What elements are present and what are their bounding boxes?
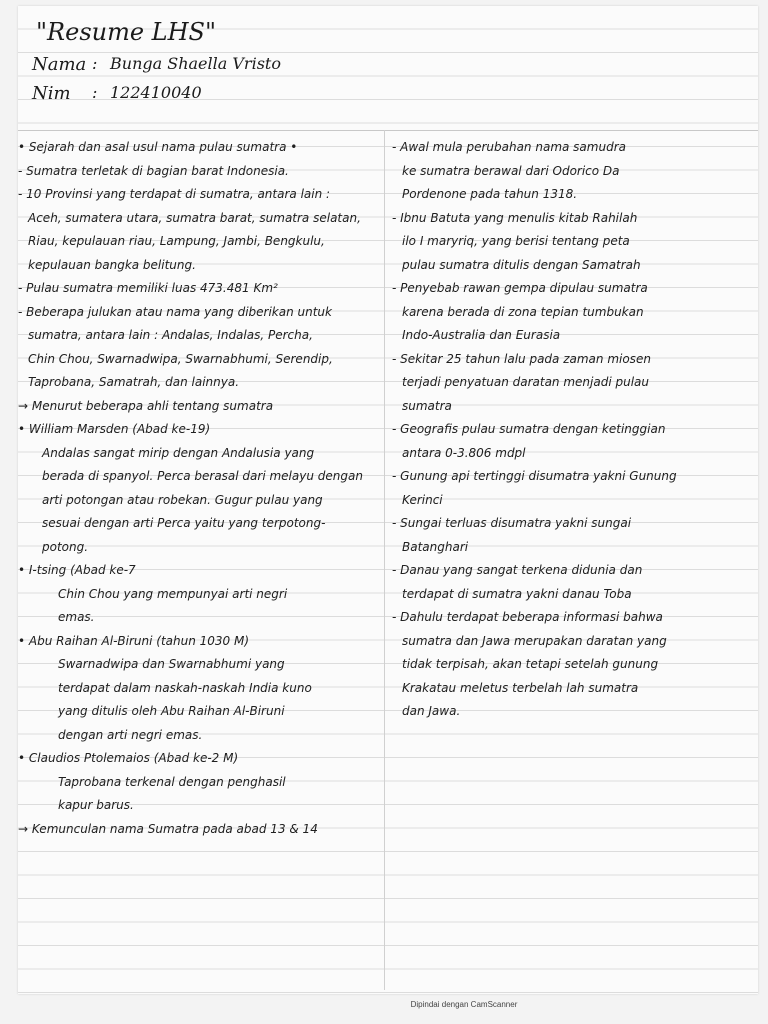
note-line: sumatra dan Jawa merupakan daratan yang: [402, 633, 667, 648]
note-line: kepulauan bangka belitung.: [28, 257, 196, 272]
name-value: Bunga Shaella Vristo: [110, 54, 281, 73]
note-line: Kerinci: [402, 492, 443, 507]
note-line: kapur barus.: [58, 798, 134, 812]
note-line: Taprobana, Samatrah, dan lainnya.: [28, 375, 240, 389]
note-line: • Sejarah dan asal usul nama pulau sumatra •: [18, 140, 298, 154]
note-line: Aceh, sumatera utara, sumatra barat, sumatra selatan,: [28, 210, 361, 225]
name-separator: :: [92, 54, 98, 73]
note-line: • I-tsing (Abad ke-7: [18, 563, 136, 577]
note-line: - Ibnu Batuta yang menulis kitab Rahilah: [392, 210, 638, 225]
note-line: - Dahulu terdapat beberapa informasi bahwa: [392, 610, 663, 624]
nim-row: [32, 83, 412, 104]
note-line: • Abu Raihan Al-Biruni (tahun 1030 M): [18, 633, 250, 648]
scanner-watermark: Dipindai dengan CamScanner: [410, 1000, 518, 1009]
note-line: antara 0-3.806 mdpl: [402, 445, 526, 460]
note-line: potong.: [42, 539, 89, 554]
column-divider: [384, 130, 385, 990]
note-line: - Beberapa julukan atau nama yang diberikan untuk: [18, 304, 332, 319]
note-line: dan Jawa.: [402, 704, 461, 718]
nim-value: 122410040: [110, 83, 202, 102]
note-line: - Awal mula perubahan nama samudra: [392, 140, 626, 154]
page-title: "Resume LHS": [36, 18, 217, 46]
note-line: Chin Chou yang mempunyai arti negri: [58, 586, 288, 601]
note-line: - Pulau sumatra memiliki luas 473.481 Km²: [18, 281, 278, 295]
notebook-page: [18, 6, 758, 994]
note-line: dengan arti negri emas.: [58, 727, 203, 742]
note-line: - Geografis pulau sumatra dengan ketinggian: [392, 422, 666, 436]
note-line: → Kemunculan nama Sumatra pada abad 13 & 14: [18, 821, 318, 836]
note-line: Batanghari: [402, 539, 469, 554]
note-line: yang ditulis oleh Abu Raihan Al-Biruni: [58, 704, 285, 718]
note-line: • Claudios Ptolemaios (Abad ke-2 M): [18, 751, 239, 765]
header: [32, 18, 412, 104]
note-line: • William Marsden (Abad ke-19): [18, 422, 211, 436]
note-line: ke sumatra berawal dari Odorico Da: [402, 163, 620, 178]
header-divider: [18, 130, 758, 131]
note-line: emas.: [58, 610, 95, 624]
note-line: Indo-Australia dan Eurasia: [402, 328, 561, 342]
note-line: - Penyebab rawan gempa dipulau sumatra: [392, 281, 648, 295]
note-line: → Menurut beberapa ahli tentang sumatra: [18, 398, 274, 413]
note-line: - Sungai terluas disumatra yakni sungai: [392, 516, 632, 530]
note-line: terdapat dalam naskah-naskah India kuno: [58, 680, 312, 695]
note-line: Swarnadwipa dan Swarnabhumi yang: [58, 657, 285, 671]
nim-label: Nim: [32, 83, 71, 104]
note-line: Riau, kepulauan riau, Lampung, Jambi, Bengkulu,: [28, 234, 325, 248]
note-line: sumatra: [402, 398, 452, 413]
note-line: - Sumatra terletak di bagian barat Indonesia.: [18, 163, 289, 178]
note-line: Pordenone pada tahun 1318.: [402, 187, 578, 201]
name-label: Nama: [32, 54, 87, 75]
note-line: tidak terpisah, akan tetapi setelah gunung: [402, 657, 659, 671]
left-column: [18, 136, 382, 841]
note-line: pulau sumatra ditulis dengan Samatrah: [402, 257, 641, 272]
note-line: Taprobana terkenal dengan penghasil: [58, 774, 286, 789]
note-line: Chin Chou, Swarnadwipa, Swarnabhumi, Serendip,: [28, 351, 333, 366]
note-line: sumatra, antara lain : Andalas, Indalas, Percha,: [28, 328, 313, 342]
right-column: [392, 136, 752, 724]
nim-separator: :: [92, 83, 98, 102]
note-line: - Sekitar 25 tahun lalu pada zaman miosen: [392, 351, 651, 366]
note-line: berada di spanyol. Perca berasal dari melayu dengan: [42, 469, 363, 483]
note-line: - 10 Provinsi yang terdapat di sumatra, antara lain :: [18, 187, 331, 201]
note-line: terdapat di sumatra yakni danau Toba: [402, 586, 632, 601]
note-line: sesuai dengan arti Perca yaitu yang terpotong-: [42, 516, 326, 530]
note-line: ilo I maryriq, yang berisi tentang peta: [402, 234, 630, 248]
note-line: arti potongan atau robekan. Gugur pulau yang: [42, 492, 323, 507]
note-line: terjadi penyatuan daratan menjadi pulau: [402, 375, 650, 389]
note-line: Krakatau meletus terbelah lah sumatra: [402, 680, 639, 695]
note-line: Andalas sangat mirip dengan Andalusia yang: [42, 445, 315, 460]
note-line: - Gunung api tertinggi disumatra yakni Gunung: [392, 469, 677, 483]
note-line: - Danau yang sangat terkena didunia dan: [392, 563, 643, 577]
note-line: karena berada di zona tepian tumbukan: [402, 304, 644, 319]
name-row: [32, 54, 412, 75]
